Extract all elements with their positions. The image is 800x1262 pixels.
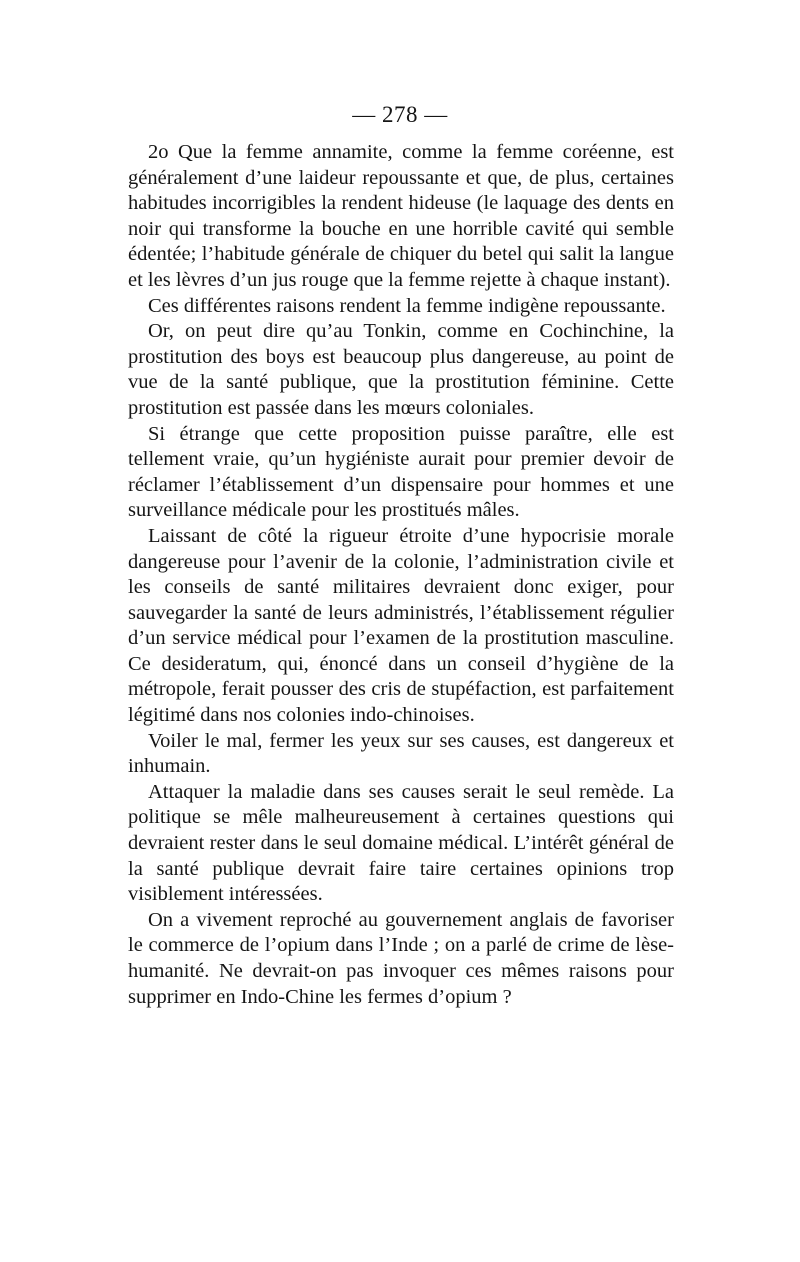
paragraph-8: On a vivement reproché au gouvernement anglais de favoriser le commerce de l’opium dans l’Inde ; on a parlé de crime de lèse-humanité. Ne devrait-on pas invoquer ces mêmes raisons pour supprimer en Indo-Chine les fermes d’opium ? xyxy=(128,908,674,1008)
paragraph-3: Or, on peut dire qu’au Tonkin, comme en Cochinchine, la prostitution des boys est beaucoup plus dangereuse, au point de vue de la santé publique, que la prostitution féminine. Cette prostitution est passée dans les mœurs coloniales. xyxy=(128,320,674,419)
paragraph-6: Voiler le mal, fermer les yeux sur ses causes, est dangereux et inhumain. xyxy=(128,729,674,778)
paragraph-7: Attaquer la maladie dans ses causes serait le seul remède. La politique se mêle malheureusement à certaines questions qui devraient rester dans le seul domaine médical. L’intérêt général de la santé publique devrait faire taire certaines opinions trop visiblement intéressées. xyxy=(128,780,674,906)
paragraph-1: 2o Que la femme annamite, comme la femme coréenne, est généralement d’une laideur repoussante et que, de plus, certaines habitudes incorrigibles la rendent hideuse (le laquage des dents en noir qui transforme la bouche en une horrible cavité qui semble édentée; l’habitude générale de chiquer du betel qui salit la langue et les lèvres d’un jus rouge que la femme rejette à chaque instant). xyxy=(128,141,674,291)
paragraph-2: Ces différentes raisons rendent la femme indigène repoussante. xyxy=(148,294,666,317)
page-body-text xyxy=(128,140,674,1010)
page-number: — 278 — xyxy=(352,102,448,127)
paragraph-5: Laissant de côté la rigueur étroite d’une hypocrisie morale dangereuse pour l’avenir de la colonie, l’administration civile et les conseils de santé militaires devraient donc exiger, pour sauvegarder la santé de leurs administrés, l’établissement régulier d’un service médical pour l’examen de la prostitution masculine. Ce desideratum, qui, énoncé dans un conseil d’hygiène de la métropole, ferait pousser des cris de stupéfaction, est parfaitement légitimé dans nos colonies indo-chinoises. xyxy=(128,524,674,727)
paragraph-4: Si étrange que cette proposition puisse paraître, elle est tellement vraie, qu’un hygiéniste aurait pour premier devoir de réclamer l’établissement d’un dispensaire pour hommes et une surveillance médicale pour les prostitués mâles. xyxy=(128,422,674,522)
